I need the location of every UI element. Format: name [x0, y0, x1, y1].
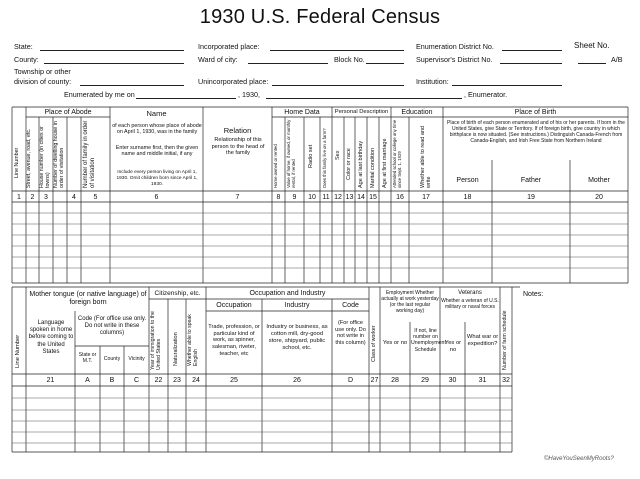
sex-header: Sex: [335, 150, 341, 160]
farm-schedule-header: Number of farm schedule: [502, 310, 508, 370]
employment-yes-no: Yes or no: [382, 340, 408, 346]
home-owned-header: Home owned or rented: [273, 144, 278, 188]
occupation-header: Occupation: [216, 302, 252, 309]
col-number: 30: [448, 377, 457, 384]
col-number: 15: [369, 194, 377, 201]
war-header: What war or expedition?: [466, 334, 499, 347]
col-number: B: [109, 377, 115, 384]
veterans-header: Veterans: [458, 290, 482, 296]
col-number: 10: [308, 194, 316, 201]
birth-desc: Place of birth of each person enumerated and of his or her parents. If born in the United States, give State or Territory. If of foreign birth, give country in which birthplace is now situated. (See instructions.) Distinguish Canada-French from Canada-English, and Irish Free State from Northern Ireland: [447, 120, 625, 144]
radio-header: Radio set: [308, 144, 314, 168]
col-number: 25: [230, 377, 238, 384]
first-marriage-header: Age at first marriage: [382, 138, 388, 188]
col-number: 24: [192, 377, 200, 384]
state-mt-header: State or M.T.: [78, 352, 97, 364]
col-number: C: [133, 377, 140, 384]
year-label: , 1930,: [238, 90, 260, 99]
citizenship-header: Citizenship, etc.: [154, 290, 201, 297]
occupation-desc: Trade, profession, or particular kind of work, as spinner, salesman, riveter, teacher, etc: [208, 324, 260, 357]
name-desc-3: Include every person living on April 1, 1930. Omit children born since April 1, 1930.: [116, 170, 198, 187]
institution-label: Institution:: [416, 77, 449, 86]
sheet-label: Sheet No.: [574, 41, 610, 50]
col-number: 7: [235, 194, 240, 201]
family-number-header: Number of family in order of visitation: [83, 120, 96, 188]
state-label: State:: [14, 42, 33, 51]
col-number: D: [347, 377, 354, 384]
relation-header: Relation: [223, 126, 252, 135]
unincorporated-label: Unincorporated place:: [198, 77, 269, 86]
farm-header: Does this family live on a farm?: [322, 128, 327, 188]
col-number: 8: [276, 194, 281, 201]
class-worker-header: Class of worker: [371, 325, 377, 362]
ward-label: Ward of city:: [198, 55, 238, 64]
col-number: 32: [502, 377, 510, 384]
col-number: 28: [391, 377, 399, 384]
col-number: 12: [334, 194, 342, 201]
col-number: 3: [44, 194, 48, 201]
col-number: 19: [527, 194, 535, 201]
employment-header: Employment Whether actually at work yesterday (or the last regular working day): [381, 290, 439, 314]
county-label: County:: [14, 55, 39, 64]
supervisor-label: Supervisor's District No.: [416, 55, 493, 64]
col-number: 22: [154, 377, 163, 384]
division-label: division of county:: [14, 77, 72, 86]
col-number: 18: [463, 194, 472, 201]
enum-district-label: Enumeration District No.: [416, 42, 494, 51]
industry-desc: Industry or business, as cotton mill, dry-good store, shipyard, public school, etc.: [266, 324, 328, 351]
father-header: Father: [520, 177, 542, 184]
code-desc: Code (For office use only. Do not write in these columns): [77, 316, 147, 337]
township-label: Township or other: [14, 67, 71, 76]
col-number: 9: [292, 194, 297, 201]
read-write-header: Whether able to read and write: [420, 125, 433, 188]
col-number: 13: [345, 194, 354, 201]
mother-header: Mother: [588, 177, 610, 184]
personal-description-header: Personal Description: [334, 109, 389, 115]
col-number: 17: [422, 194, 430, 201]
col-number: 14: [357, 194, 365, 201]
col-number: 6: [154, 194, 159, 201]
name-desc-1: of each person whose place of abode on April 1, 1930, was in the family: [112, 123, 202, 136]
vicinity-header: Vicinity: [128, 356, 145, 362]
education-header: Education: [401, 109, 433, 116]
immigration-year-header: Year of immigration to the United States: [150, 311, 162, 370]
county-col-header: County: [103, 356, 121, 362]
home-value-header: Value of home, if owned, or monthly rental, if rented: [286, 119, 296, 188]
col-number: 31: [478, 377, 487, 384]
dwelling-number-header: Number of dwelling house in order of visitation: [53, 121, 65, 188]
color-race-header: Color or race: [346, 148, 352, 180]
col-number: A: [85, 377, 90, 384]
watermark: ©HaveYouSeenMyRoots?: [544, 456, 614, 462]
house-number-header: House number (in cities or towns): [39, 126, 51, 188]
person-header: Person: [456, 177, 479, 184]
attended-school-header: Attended school or college any time since Sept. 1, 1929: [392, 119, 402, 188]
naturalization-header: Naturalization: [173, 332, 179, 366]
occupation-industry-header: Occupation and Industry: [249, 290, 326, 297]
veterans-desc: Whether a veteran of U.S. military or naval forces: [441, 298, 499, 310]
unemployment-line: If not, line number on Unemployment Schedule: [411, 328, 446, 353]
col-number: 11: [322, 194, 330, 201]
col-number: 27: [370, 377, 379, 384]
col-number: 16: [396, 194, 404, 201]
street-header: Street, avenue, road, etc.: [26, 128, 32, 188]
enumerator-label: , Enumerator.: [464, 90, 508, 99]
name-desc-2: Enter surname first, then the given name and middle initial, if any: [115, 145, 199, 158]
col-number: 2: [30, 194, 35, 201]
place-of-birth-header: Place of Birth: [514, 109, 557, 116]
speak-english-header: Whether able to speak English: [187, 314, 199, 366]
col-number: 20: [595, 194, 603, 201]
col-number: 1: [17, 194, 21, 201]
industry-header: Industry: [284, 302, 310, 309]
enumerated-by-label: Enumerated by me on: [64, 90, 135, 99]
line-number-header: Line Number: [14, 147, 20, 178]
page-title: 1930 U.S. Federal Census: [199, 6, 441, 28]
home-data-header: Home Data: [284, 109, 320, 116]
mother-tongue-header: Mother tongue (or native language) of foreign born: [29, 291, 147, 307]
block-label: Block No.: [334, 55, 365, 64]
age-header: Age at last birthday: [358, 140, 364, 188]
language-desc: Language spoken in home before coming to the United States: [28, 320, 74, 355]
place-of-abode-header: Place of Abode: [44, 109, 92, 116]
veteran-yes-no: Yes or no: [444, 340, 462, 353]
col-number: 21: [46, 377, 55, 384]
col-number: 5: [93, 194, 98, 201]
col-number: 26: [293, 377, 301, 384]
name-header: Name: [146, 109, 167, 118]
notes-label: Notes:: [523, 291, 544, 298]
line-number-header-bottom: Line Number: [15, 334, 21, 368]
incorporated-label: Incorporated place:: [198, 42, 260, 51]
code2-desc: (For office use only. Do not write in this column): [335, 320, 366, 347]
col-number: 23: [173, 377, 181, 384]
marital-header: Marital condition: [370, 147, 376, 188]
ab-label: A/B: [611, 55, 623, 64]
col-number: 4: [72, 194, 76, 201]
code-header: Code: [342, 302, 359, 309]
col-number: 29: [421, 377, 429, 384]
relation-desc: Relationship of this person to the head of the family: [211, 137, 265, 157]
